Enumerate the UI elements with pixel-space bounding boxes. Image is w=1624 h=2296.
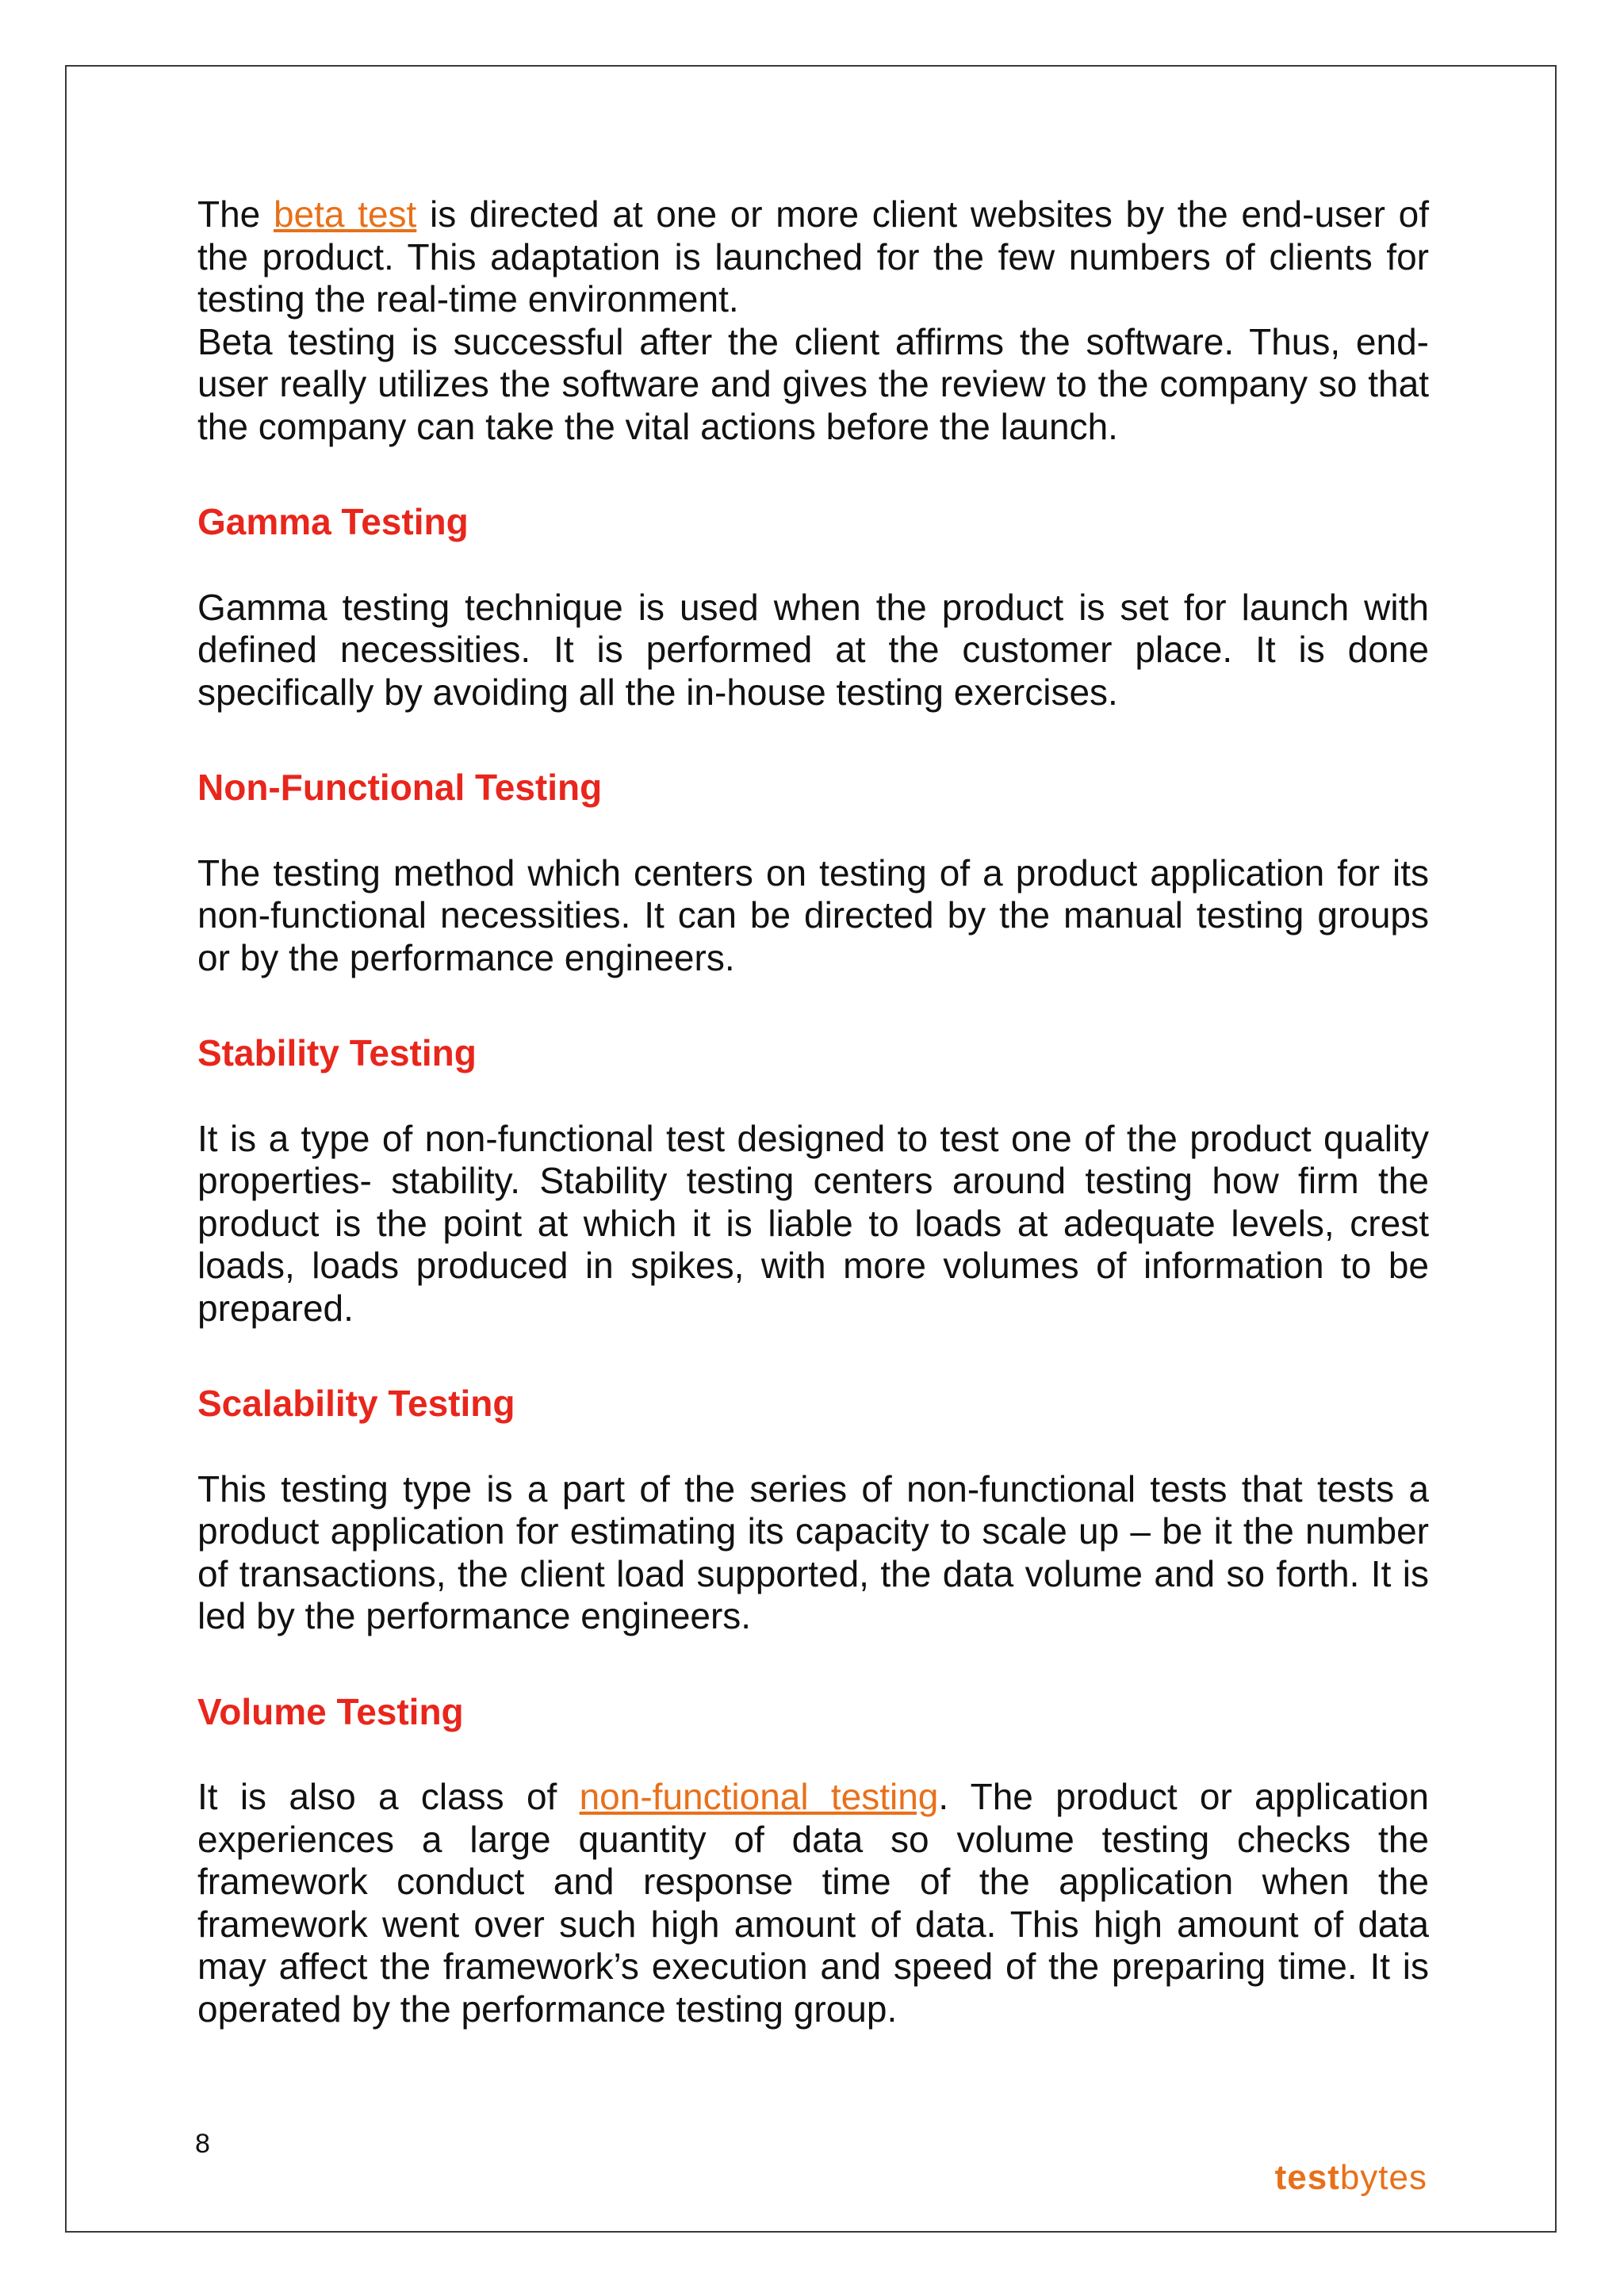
intro-text-end: is directed at one or more client websites by the end-user of the product. This adaptation is launched for the few numbers of clients for testing the real-time environment. bbox=[197, 193, 1429, 320]
volume-text-start: It is also a class of bbox=[197, 1776, 580, 1817]
intro-paragraph-1 bbox=[197, 193, 1429, 321]
heading-volume-testing: Volume Testing bbox=[197, 1690, 464, 1732]
volume-testing-paragraph bbox=[197, 1776, 1429, 2030]
logo-regular-part: bytes bbox=[1339, 2158, 1427, 2197]
stability-testing-paragraph: It is a type of non-functional test designed to test one of the product quality properties- stability. Stability testing centers around testing how firm the product is the point at which it is liable to loads at adequate levels, crest loads, loads produced in spikes, with more volumes of information to be prepared. bbox=[197, 1117, 1429, 1329]
heading-stability-testing: Stability Testing bbox=[197, 1032, 477, 1073]
logo-bold-part: test bbox=[1274, 2158, 1340, 2197]
testbytes-logo bbox=[1275, 2158, 1427, 2198]
intro-paragraph-2: Beta testing is successful after the client affirms the software. Thus, end-user really utilizes the software and gives the review to the company so that the company can take the vital actions before the launch. bbox=[197, 320, 1429, 447]
document-body bbox=[197, 193, 1429, 2030]
heading-scalability-testing: Scalability Testing bbox=[197, 1383, 515, 1424]
heading-non-functional-testing: Non-Functional Testing bbox=[197, 767, 603, 808]
beta-test-link[interactable]: beta test bbox=[273, 193, 417, 235]
page-number: 8 bbox=[195, 2129, 210, 2159]
non-functional-testing-paragraph: The testing method which centers on testing of a product application for its non-functional necessities. It can be directed by the manual testing groups or by the performance engineers. bbox=[197, 851, 1429, 978]
volume-text-end: . The product or application experiences a large quantity of data so volume testing checks the framework conduct and response time of the application when the framework went over such high amount of data. This high amount of data may affect the framework’s execution and speed of the preparing time. It is operated by the performance testing group. bbox=[197, 1776, 1429, 2030]
non-functional-testing-link[interactable]: non-functional testing bbox=[579, 1776, 939, 1817]
intro-text-start: The bbox=[197, 193, 274, 235]
gamma-testing-paragraph: Gamma testing technique is used when the product is set for launch with defined necessities. It is performed at the customer place. It is done specifically by avoiding all the in-house testing exercises. bbox=[197, 586, 1429, 713]
scalability-testing-paragraph: This testing type is a part of the series of non-functional tests that tests a product application for estimating its capacity to scale up – be it the number of transactions, the client load supported, the data volume and so forth. It is led by the performance engineers. bbox=[197, 1468, 1429, 1636]
heading-gamma-testing: Gamma Testing bbox=[197, 501, 469, 542]
